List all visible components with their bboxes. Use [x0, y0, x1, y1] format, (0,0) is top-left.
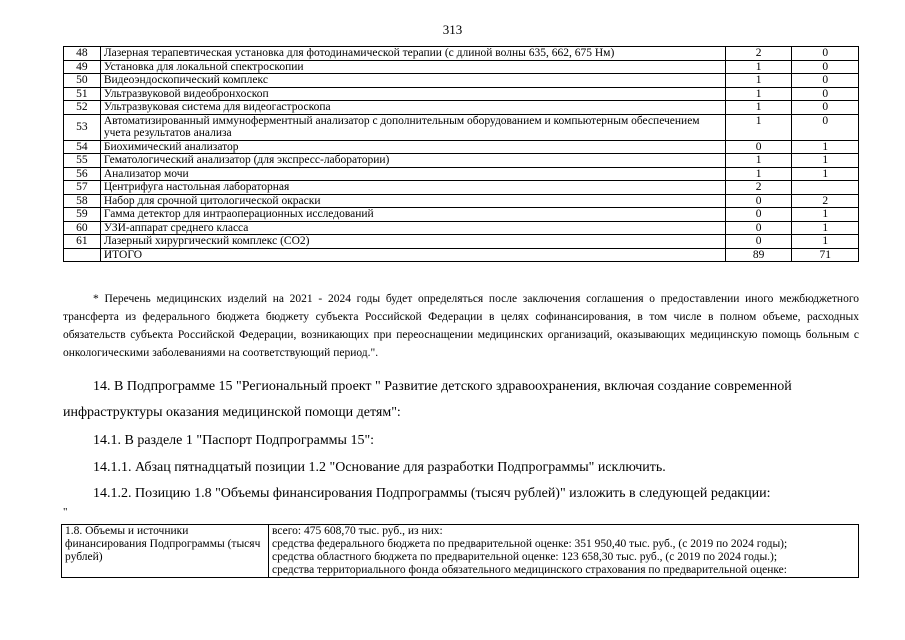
- row-name: Центрифуга настольная лабораторная: [100, 181, 725, 195]
- table-row: [64, 181, 859, 195]
- table-row: [64, 74, 859, 88]
- funding-line: всего: 475 608,70 тыс. руб., из них:: [272, 525, 443, 537]
- paragraph-14: 14. В Подпрограмме 15 "Региональный проект " Развитие детского здравоохранения, включая создание современной инфраструктуры оказания медицинской помощи детям":: [63, 379, 792, 420]
- row-value-b: 1: [792, 221, 859, 235]
- funding-values: [269, 525, 859, 578]
- table-row: [64, 154, 859, 168]
- row-value-b: 1: [792, 154, 859, 168]
- row-value-a: 0: [725, 194, 792, 208]
- row-value-b: 2: [792, 194, 859, 208]
- footnote: * Перечень медицинских изделий на 2021 - 2024 годы будет определяться после заключения соглашения о предоставлении иного межбюджетного трансферта из федерального бюджета бюджету субъекта Российской Федерации в целях софинансирования, в том числе в полном объеме, расходных обязательств субъекта Российской Федерации, возникающих при переоснащении медицинских организаций, оказывающих медицинскую помощь больным с онкологическими заболеваниями на соответствующий период.".: [63, 293, 859, 359]
- row-name: ИТОГО: [100, 248, 725, 262]
- row-number: 53: [64, 114, 101, 140]
- row-name: Установка для локальной спектроскопии: [100, 60, 725, 74]
- row-value-a: 2: [725, 47, 792, 61]
- row-number: 61: [64, 235, 101, 249]
- funding-table: [61, 524, 859, 578]
- table-row: [64, 114, 859, 140]
- row-value-b: 1: [792, 235, 859, 249]
- row-value-b: [792, 181, 859, 195]
- page-number: 313: [442, 22, 463, 37]
- table-row: [64, 101, 859, 115]
- row-value-b: 0: [792, 101, 859, 115]
- paragraph-14-1-1: 14.1.1. Абзац пятнадцатый позиции 1.2 "Основание для разработки Подпрограммы" исключить.: [93, 460, 666, 475]
- row-value-a: 1: [725, 60, 792, 74]
- funding-line: средства территориального фонда обязательного медицинского страхования по предварительной оценке:: [272, 564, 787, 576]
- table-row: [64, 87, 859, 101]
- row-name: Биохимический анализатор: [100, 140, 725, 154]
- row-value-b: 1: [792, 140, 859, 154]
- row-number: 48: [64, 47, 101, 61]
- row-value-b: 0: [792, 87, 859, 101]
- row-number: [64, 248, 101, 262]
- equipment-table: [63, 46, 859, 262]
- table-row: [64, 208, 859, 222]
- row-number: 60: [64, 221, 101, 235]
- row-value-a: 1: [725, 101, 792, 115]
- row-value-b: 1: [792, 167, 859, 181]
- row-name: Видеоэндоскопический комплекс: [100, 74, 725, 88]
- row-number: 52: [64, 101, 101, 115]
- funding-label: 1.8. Объемы и источники финансирования Подпрограммы (тысяч рублей): [62, 525, 269, 578]
- row-value-a: 89: [725, 248, 792, 262]
- table-row: [64, 194, 859, 208]
- row-value-a: 1: [725, 154, 792, 168]
- row-name: Автоматизированный иммуноферментный анализатор с дополнительным оборудованием и компьютерным обеспечением учета результатов анализа: [100, 114, 725, 140]
- paragraph-14-1-2: 14.1.2. Позицию 1.8 "Объемы финансирования Подпрограммы (тысяч рублей)" изложить в следующей редакции:: [93, 486, 771, 501]
- paragraph-14-1: 14.1. В разделе 1 "Паспорт Подпрограммы 15":: [93, 433, 375, 448]
- row-name: Ультразвуковая система для видеогастроскопа: [100, 101, 725, 115]
- row-value-b: 0: [792, 74, 859, 88]
- table-row: [64, 235, 859, 249]
- table-total-row: [64, 248, 859, 262]
- row-value-a: 0: [725, 221, 792, 235]
- row-value-a: 0: [725, 208, 792, 222]
- row-name: Гамма детектор для интраоперационных исследований: [100, 208, 725, 222]
- row-value-a: 1: [725, 87, 792, 101]
- row-number: 56: [64, 167, 101, 181]
- row-name: Гематологический анализатор (для экспресс-лаборатории): [100, 154, 725, 168]
- row-name: Набор для срочной цитологической окраски: [100, 194, 725, 208]
- equipment-table-body: [64, 47, 859, 262]
- row-value-a: 1: [725, 114, 792, 140]
- row-number: 54: [64, 140, 101, 154]
- quote-mark: ": [63, 506, 68, 518]
- row-value-b: 1: [792, 208, 859, 222]
- row-value-a: 0: [725, 140, 792, 154]
- table-row: [64, 47, 859, 61]
- table-row: [64, 140, 859, 154]
- row-number: 51: [64, 87, 101, 101]
- row-number: 58: [64, 194, 101, 208]
- row-value-a: 1: [725, 74, 792, 88]
- row-number: 57: [64, 181, 101, 195]
- row-value-b: 0: [792, 47, 859, 61]
- row-name: УЗИ-аппарат среднего класса: [100, 221, 725, 235]
- row-name: Ультразвуковой видеобронхоскоп: [100, 87, 725, 101]
- row-name: Лазерная терапевтическая установка для фотодинамической терапии (с длиной волны 635, 662, 675 Нм): [100, 47, 725, 61]
- row-name: Лазерный хирургический комплекс (СО2): [100, 235, 725, 249]
- funding-line: средства областного бюджета по предварительной оценке: 123 658,30 тыс. руб., (с 2019 по 2024 годы.);: [272, 551, 778, 563]
- table-row: [64, 221, 859, 235]
- row-value-a: 2: [725, 181, 792, 195]
- row-value-b: 0: [792, 60, 859, 74]
- row-number: 50: [64, 74, 101, 88]
- table-row: [64, 60, 859, 74]
- row-number: 55: [64, 154, 101, 168]
- row-value-b: 71: [792, 248, 859, 262]
- row-name: Анализатор мочи: [100, 167, 725, 181]
- row-value-a: 1: [725, 167, 792, 181]
- row-number: 59: [64, 208, 101, 222]
- table-row: [64, 167, 859, 181]
- row-number: 49: [64, 60, 101, 74]
- row-value-a: 0: [725, 235, 792, 249]
- row-value-b: 0: [792, 114, 859, 140]
- funding-row: [62, 525, 859, 578]
- funding-line: средства федерального бюджета по предварительной оценке: 351 950,40 тыс. руб., (с 2019 по 2024 годы);: [272, 538, 788, 550]
